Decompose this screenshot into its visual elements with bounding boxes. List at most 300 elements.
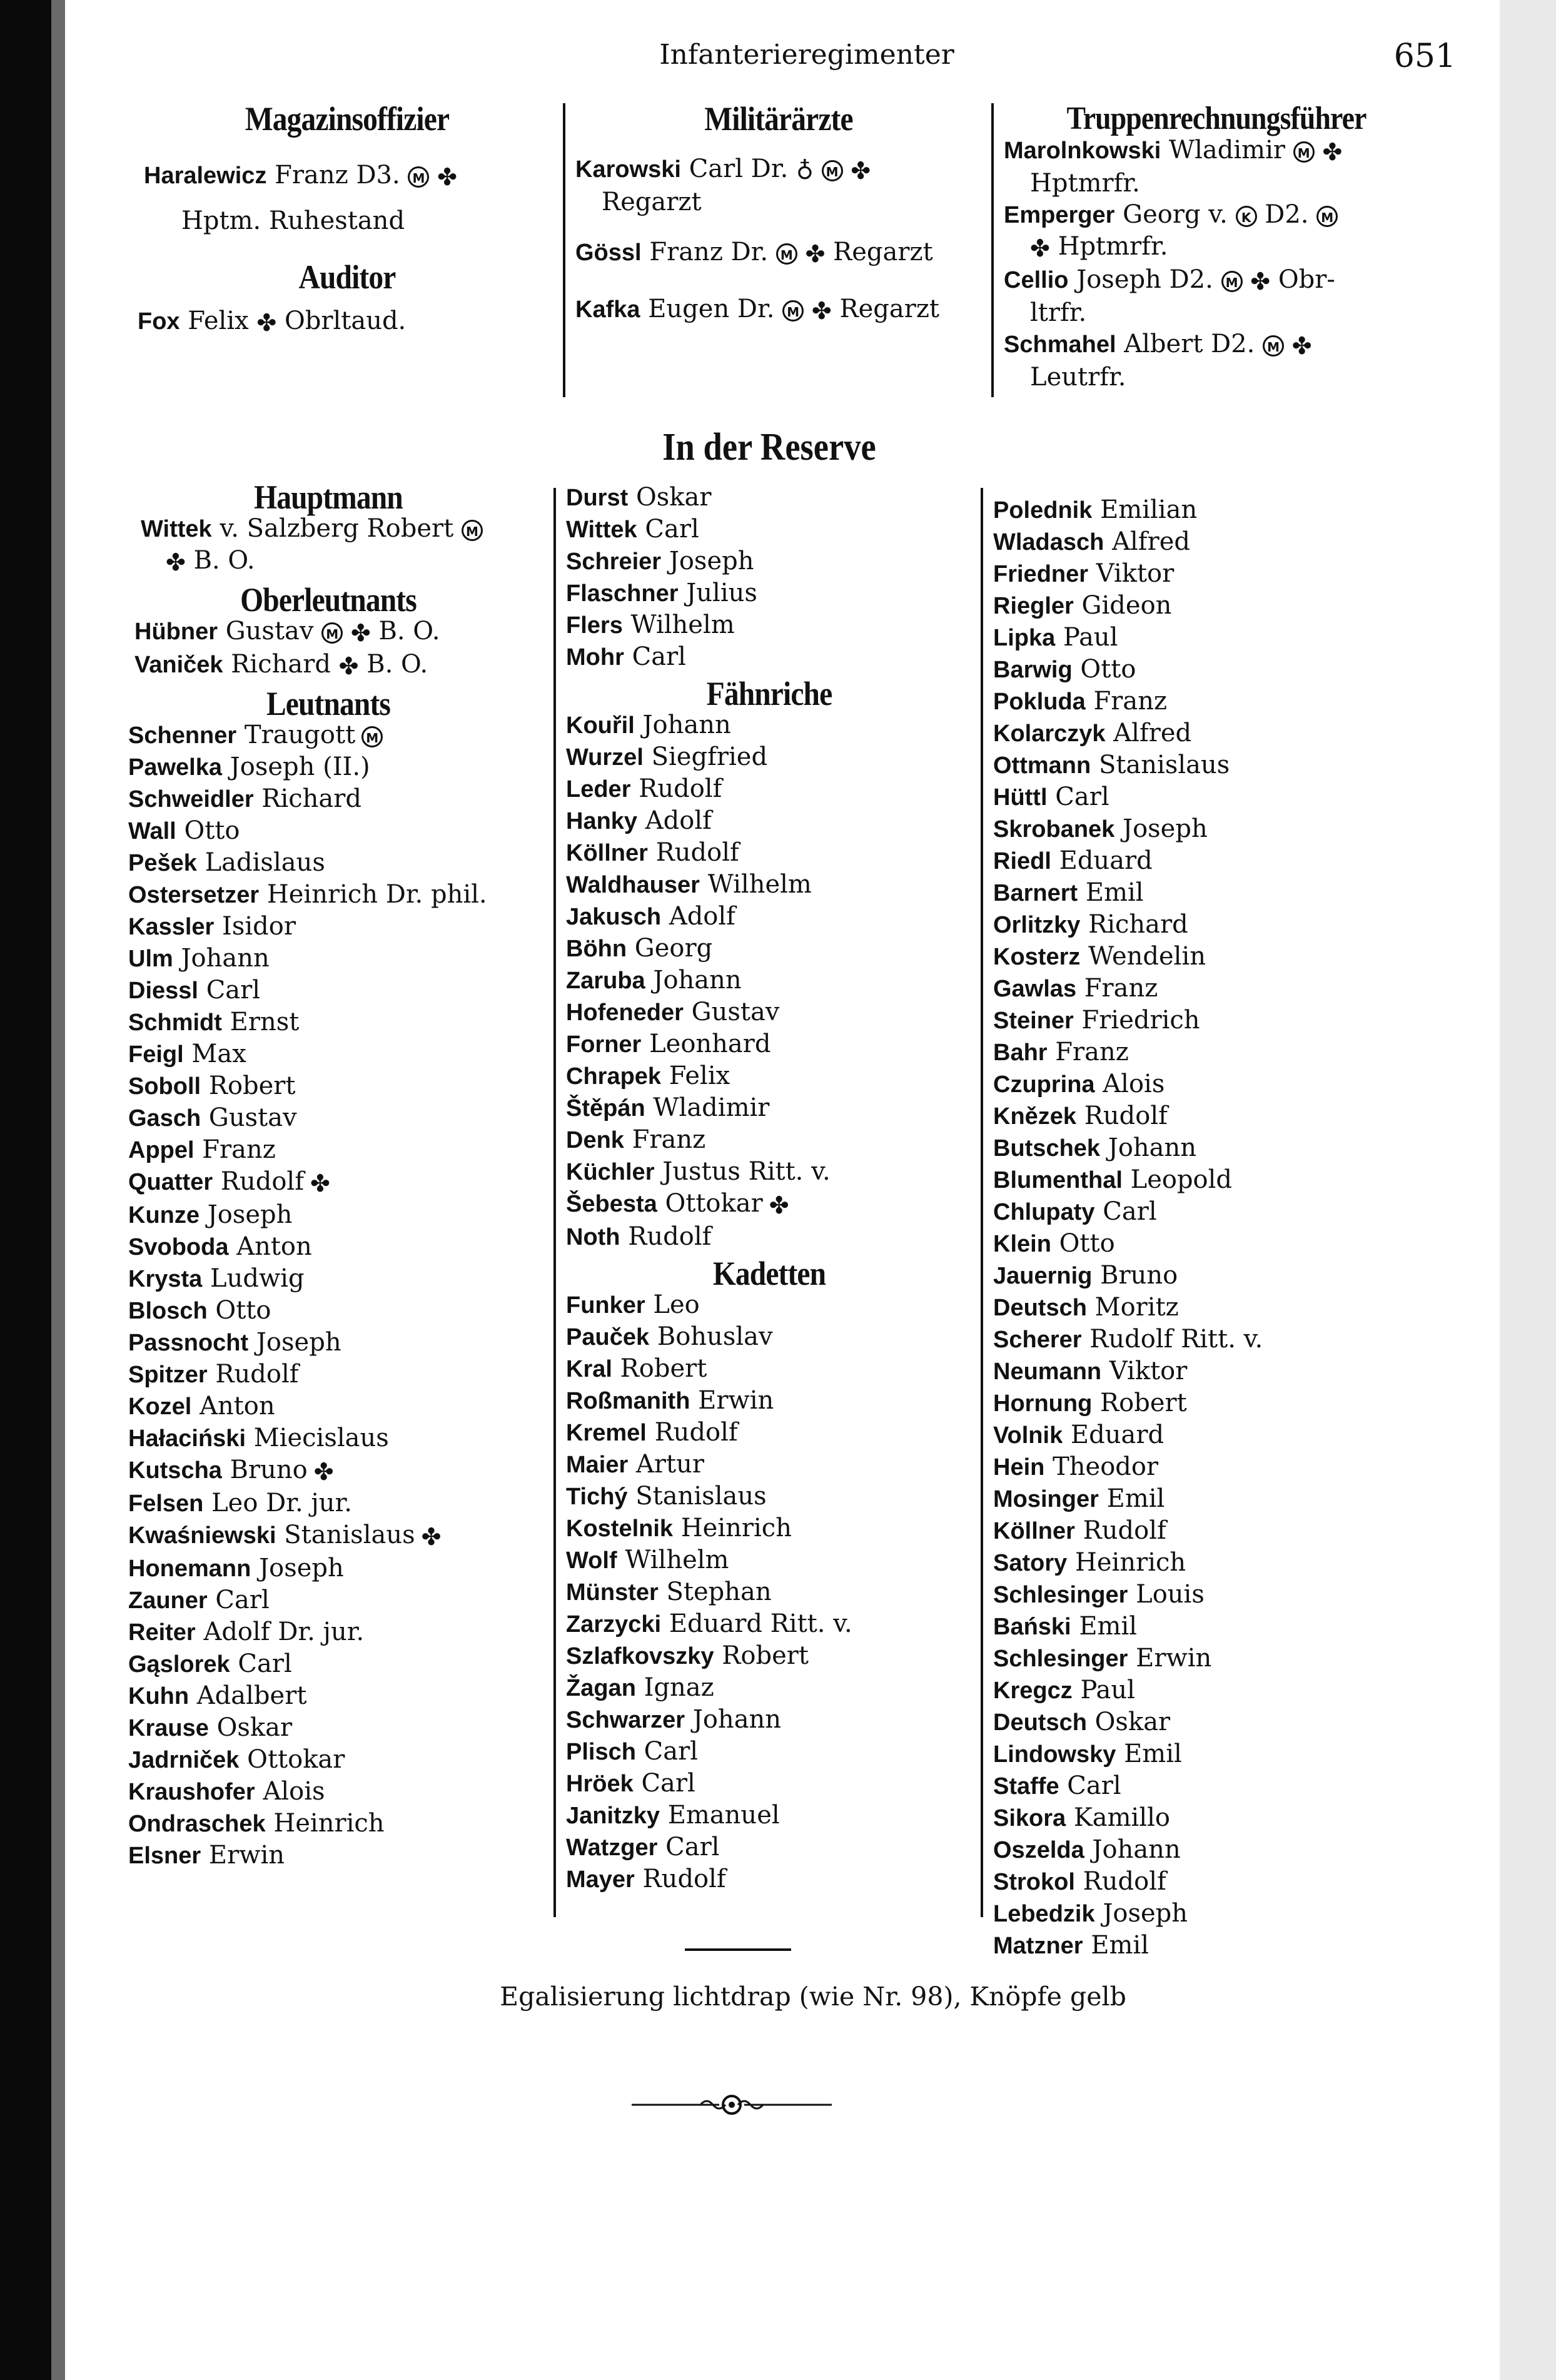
list-item [128, 1840, 547, 1871]
surname: Appel [128, 1137, 194, 1163]
surname: Wittek [141, 516, 212, 542]
reserve-column-3 [993, 494, 1431, 1962]
list-item [128, 1263, 547, 1295]
list-item [566, 996, 972, 1028]
surname: Szlafkovszky [566, 1643, 714, 1669]
surname: Kosterz [993, 944, 1081, 970]
given-name: Emil [1085, 878, 1144, 907]
list-item [566, 773, 972, 805]
surname: Gössl [575, 240, 642, 266]
list-item [566, 1449, 972, 1481]
given: Carl Dr. [689, 154, 789, 183]
surname: Jauernig [993, 1263, 1093, 1289]
given-name: Bruno [1100, 1261, 1178, 1290]
list-item [993, 1834, 1431, 1866]
heading-leutnants: Leutnants [266, 685, 391, 722]
cross-icon: ✤ [166, 549, 186, 576]
surname: Münster [566, 1579, 659, 1606]
list-item [993, 1674, 1431, 1706]
cross-icon: ✤ [350, 619, 371, 647]
given: Felix [188, 306, 249, 335]
list-item [566, 1092, 972, 1124]
list-item [566, 837, 972, 869]
entry-cont [1004, 231, 1429, 264]
surname: Deutsch [993, 1295, 1087, 1321]
given-name: Leonhard [649, 1030, 771, 1058]
surname: Köllner [993, 1518, 1075, 1544]
list-item [566, 514, 972, 545]
surname: Lipka [993, 625, 1056, 651]
surname: Leder [566, 776, 631, 803]
cross-icon: ✤ [310, 1170, 330, 1197]
list-item [128, 911, 547, 943]
cross-icon: ✤ [769, 1192, 789, 1219]
column-rule-2 [981, 488, 983, 1917]
list-item [993, 1579, 1431, 1611]
surname: Böhn [566, 936, 627, 962]
footer-note: Egalisierung lichtdrap (wie Nr. 98), Knöpfe gelb [500, 1982, 1126, 2012]
list-item [566, 577, 972, 609]
decoration: D2. [1265, 200, 1309, 229]
given-name: Carl [206, 976, 261, 1005]
list-item [128, 1552, 547, 1584]
list-item [993, 622, 1431, 654]
surname: Blosch [128, 1298, 208, 1324]
given-name: Carl [215, 1586, 270, 1614]
surname: Kafka [575, 296, 640, 323]
surname: Krysta [128, 1266, 203, 1292]
given-name: Rudolf [1083, 1516, 1166, 1545]
rank: Regarzt [839, 295, 939, 323]
list-item [566, 1576, 972, 1608]
given: Gustav [225, 617, 314, 646]
kadetten-list [566, 1289, 972, 1895]
given-name: Gustav [691, 998, 780, 1026]
given-name: Louis [1136, 1580, 1205, 1609]
surname: Blumenthal [993, 1167, 1123, 1193]
list-item [993, 1292, 1431, 1324]
cross-icon: ✤ [313, 1458, 334, 1486]
medal-m-icon: M [822, 160, 843, 181]
given-name: Johann [181, 944, 270, 973]
surname: Jadrniček [128, 1747, 240, 1773]
surname: Hröek [566, 1771, 634, 1797]
given-name: Wendelin [1088, 942, 1206, 971]
list-item [993, 1196, 1431, 1228]
given-name: Robert [1100, 1389, 1187, 1417]
list-item [128, 943, 547, 975]
given-name: Adolf Dr. jur. [203, 1618, 365, 1646]
surname: Hornung [993, 1390, 1093, 1417]
given-name: Franz [202, 1135, 276, 1164]
list-item [566, 1640, 972, 1672]
given-name: Franz [632, 1125, 706, 1154]
list-item [566, 901, 972, 933]
suffix: B. O. [378, 617, 440, 646]
given-name: Johann [1108, 1133, 1197, 1162]
heading-magazinsoffizier: Magazinsoffizier [245, 100, 450, 138]
column-rule-1 [553, 488, 556, 1917]
given-name: Adolf [645, 806, 712, 835]
list-item [128, 1808, 547, 1840]
given-name: Adalbert [196, 1681, 307, 1710]
entry-cont [109, 545, 547, 578]
given-name: Alois [263, 1777, 325, 1806]
given-name: Ernst [230, 1008, 300, 1036]
given-name: Rudolf [1084, 1101, 1168, 1130]
given-name: Stanislaus [1098, 751, 1230, 779]
surname: Kremel [566, 1420, 647, 1446]
cross-icon: ✤ [437, 163, 457, 191]
names-list [993, 494, 1431, 1962]
list-item [993, 1802, 1431, 1834]
page-edge-shadow [51, 0, 65, 2380]
given-name: Anton [236, 1232, 312, 1261]
surname: Flers [566, 612, 623, 639]
list-item [993, 1898, 1431, 1930]
surname: Watzger [566, 1835, 658, 1861]
list-item [993, 1355, 1431, 1387]
given-name: Emilian [1100, 495, 1198, 524]
surname: Kunze [128, 1202, 200, 1228]
surname: Kraushofer [128, 1779, 255, 1805]
surname: Scherer [993, 1327, 1082, 1353]
list-item [993, 845, 1431, 877]
given-name: Emil [1079, 1612, 1138, 1641]
heading-auditor: Auditor [298, 258, 396, 296]
surname: Kral [566, 1356, 612, 1382]
surname: Steiner [993, 1008, 1074, 1034]
given-name: Kamillo [1073, 1803, 1171, 1832]
list-item [566, 1289, 972, 1321]
surname: Friedner [993, 561, 1089, 587]
given-name: Joseph [207, 1200, 293, 1229]
surname: Hanky [566, 808, 638, 834]
entry-vanicek [134, 649, 547, 682]
surname: Butschek [993, 1135, 1101, 1162]
surname: Schlesinger [993, 1582, 1128, 1608]
list-item [128, 847, 547, 879]
given-name: Oskar [635, 483, 712, 512]
given-name: Gustav [208, 1103, 297, 1132]
given-name: Emanuel [667, 1801, 780, 1830]
surname: Kwaśniewski [128, 1522, 276, 1549]
list-item [993, 1228, 1431, 1260]
given-name: Richard [261, 784, 362, 813]
list-item [993, 1515, 1431, 1547]
given-name: Erwin [698, 1386, 774, 1415]
surname: Zaruba [566, 968, 645, 994]
surname: Svoboda [128, 1234, 229, 1260]
heading-kadetten: Kadetten [712, 1255, 826, 1292]
list-item [128, 1231, 547, 1263]
given-name: Joseph [669, 547, 754, 575]
list-item [993, 654, 1431, 686]
surname: Bahr [993, 1040, 1048, 1066]
list-item [566, 709, 972, 741]
given-name: Franz [1055, 1038, 1129, 1066]
given-name: Alfred [1112, 527, 1190, 556]
surname: Strokol [993, 1869, 1075, 1895]
names-list [566, 482, 972, 673]
surname: Hüttl [993, 784, 1048, 811]
given-name: Leopold [1130, 1165, 1233, 1194]
medal-k-icon: K [1236, 206, 1257, 227]
surname: Funker [566, 1292, 645, 1319]
given-name: Johann [642, 711, 731, 739]
given-name: Carl [1103, 1197, 1157, 1226]
given-name: Johann [692, 1705, 782, 1734]
given-name: Erwin [1136, 1644, 1212, 1673]
surname: Lindowsky [993, 1741, 1116, 1768]
cross-icon: ✤ [1322, 138, 1343, 166]
list-item [566, 1736, 972, 1768]
surname: Schwarzer [566, 1707, 685, 1733]
surname: Kutscha [128, 1457, 222, 1484]
list-item [566, 1060, 972, 1092]
page-edge-right [1500, 0, 1556, 2380]
given-name: Rudolf [639, 774, 722, 803]
list-item [993, 941, 1431, 973]
faehnriche-list [566, 709, 972, 1253]
surname: Schlesinger [993, 1646, 1128, 1672]
leutnants-list [128, 719, 547, 1871]
medal-m-icon: M [408, 166, 429, 188]
surname: Schreier [566, 549, 662, 575]
given-name: Heinrich [1075, 1548, 1186, 1577]
heading-truppenrechnungsfuehrer: Truppenrechnungsführer [1066, 101, 1367, 136]
rank: Hptmrfr. [1058, 232, 1168, 261]
surname: Staffe [993, 1773, 1059, 1800]
given-name: Johann [1092, 1835, 1181, 1864]
surname: Denk [566, 1127, 624, 1153]
given-name: Eduard [1070, 1420, 1164, 1449]
surname: Karowski [575, 156, 681, 183]
list-item [566, 1028, 972, 1060]
list-item [566, 869, 972, 901]
list-item [128, 1359, 547, 1390]
surname: Šebesta [566, 1191, 657, 1217]
surname: Hałaciński [128, 1425, 246, 1452]
list-item [993, 1260, 1431, 1292]
given-name: Otto [184, 816, 240, 845]
entry-cont: Hptmrfr. [1030, 169, 1140, 198]
column-rule-top-2 [991, 103, 994, 397]
list-item [993, 909, 1431, 941]
given-name: Artur [636, 1450, 704, 1479]
surname: Emperger [1004, 202, 1115, 228]
surname: Haralewicz [144, 163, 267, 189]
list-item [993, 1866, 1431, 1898]
given-name: Eduard [1059, 846, 1153, 875]
medal-m-icon: M [361, 726, 383, 747]
surname: Mosinger [993, 1486, 1099, 1512]
list-item [128, 1006, 547, 1038]
list-item [993, 1068, 1431, 1100]
surname: Kassler [128, 914, 215, 940]
list-item [566, 933, 972, 965]
list-item [128, 1102, 547, 1134]
entry-emperger [1004, 199, 1429, 231]
reserve-column-1 [109, 479, 547, 1871]
given-name: Franz [1084, 974, 1158, 1003]
list-item [993, 1611, 1431, 1643]
given-name: Gideon [1081, 591, 1172, 620]
given: Wladimir [1169, 136, 1286, 165]
given-name: Joseph (II.) [230, 752, 370, 781]
surname: Kolarczyk [993, 721, 1106, 747]
given-name: Viktor [1109, 1357, 1188, 1385]
given-name: Ottokar [247, 1745, 345, 1774]
list-item [128, 1712, 547, 1744]
given: Franz Dr. [649, 238, 769, 266]
rank: Regarzt [833, 238, 933, 266]
list-item [566, 1544, 972, 1576]
list-item [566, 1768, 972, 1800]
list-item [566, 641, 972, 673]
list-item [128, 1454, 547, 1487]
surname: Hein [993, 1454, 1045, 1481]
list-item [993, 1036, 1431, 1068]
list-item [566, 1512, 972, 1544]
page-number: 651 [1393, 38, 1456, 75]
list-item [566, 1481, 972, 1512]
medal-m-icon: M [782, 300, 804, 322]
surname: Hübner [134, 619, 218, 645]
given-name: Robert [208, 1071, 296, 1100]
list-item [566, 965, 972, 996]
surname: Gawlas [993, 976, 1077, 1002]
magazin-section [138, 100, 550, 338]
list-item [128, 1616, 547, 1648]
given-name: Ignaz [644, 1673, 714, 1702]
heading-hauptmann: Hauptmann [254, 479, 403, 516]
given-name: Bruno [230, 1456, 308, 1484]
surname: Diessl [128, 978, 198, 1004]
given-name: Heinrich [680, 1514, 792, 1542]
given-name: Eduard Ritt. v. [669, 1609, 852, 1638]
surname: Plisch [566, 1739, 636, 1765]
surname: Chlupaty [993, 1199, 1095, 1225]
ring-icon: ♁ [796, 157, 814, 185]
list-item [993, 717, 1431, 749]
suffix: B. O. [193, 546, 255, 575]
list-item [566, 1800, 972, 1831]
list-item [993, 813, 1431, 845]
given: Richard [231, 650, 331, 679]
list-item [993, 1419, 1431, 1451]
surname: Deutsch [993, 1709, 1087, 1736]
column-rule-top-1 [563, 103, 565, 397]
given-name: Carl [238, 1649, 292, 1678]
list-item [993, 1643, 1431, 1674]
list-item [566, 805, 972, 837]
given-name: Heinrich Dr. phil. [266, 880, 487, 909]
given-name: Moritz [1094, 1293, 1179, 1322]
reserve-column-2 [566, 482, 972, 1895]
given-name: Justus Ritt. v. [662, 1157, 831, 1186]
rank: Obr- [1278, 265, 1335, 294]
list-item [993, 590, 1431, 622]
surname: Skrobanek [993, 816, 1115, 843]
entry-fox [138, 305, 550, 338]
surname: Durst [566, 485, 629, 511]
given-name: Rudolf [628, 1222, 712, 1251]
list-item [993, 1451, 1431, 1483]
list-item [128, 1070, 547, 1102]
given-name: Stanislaus [284, 1521, 415, 1549]
surname: Mayer [566, 1866, 635, 1893]
given-name: Paul [1063, 623, 1118, 652]
given-name: Joseph [1103, 1899, 1188, 1928]
surname: Janitzky [566, 1803, 660, 1829]
given-name: Ottokar [665, 1189, 763, 1218]
given-name: Carl [665, 1833, 720, 1861]
list-item [993, 1387, 1431, 1419]
list-item [566, 545, 972, 577]
list-item [128, 1744, 547, 1776]
entry-cont: Hptm. Ruhestand [181, 206, 405, 235]
entry-schmahel [1004, 328, 1429, 362]
entry-cont: Regarzt [602, 188, 702, 216]
list-item [128, 783, 547, 815]
list-item [993, 973, 1431, 1005]
list-item [566, 741, 972, 773]
given-name: Max [191, 1040, 246, 1068]
surname: Spitzer [128, 1362, 208, 1388]
cross-icon: ✤ [851, 157, 871, 185]
given-name: Johann [653, 966, 742, 995]
list-item [993, 1164, 1431, 1196]
given-name: Traugott [244, 721, 356, 749]
ornament-icon [625, 2089, 838, 2120]
surname: Jakusch [566, 904, 662, 930]
given-name: Joseph [256, 1328, 341, 1357]
list-item [566, 1353, 972, 1385]
given-name: Rudolf Ritt. v. [1089, 1325, 1263, 1354]
entry-goessl [575, 236, 982, 270]
list-item [566, 1608, 972, 1640]
list-item [993, 1483, 1431, 1515]
entry-kafka [575, 293, 982, 327]
cross-icon: ✤ [1030, 235, 1050, 262]
surname: Ostersetzer [128, 882, 260, 908]
list-item [128, 1422, 547, 1454]
surname: Forner [566, 1031, 642, 1058]
given-name: Stanislaus [635, 1482, 767, 1511]
surname: Ottmann [993, 752, 1091, 779]
list-item [566, 1156, 972, 1188]
aerzte-section [575, 100, 982, 327]
given-name: Carl [641, 1769, 695, 1798]
given-name: Emil [1091, 1931, 1149, 1960]
given-name: Rudolf [642, 1865, 726, 1893]
surname: Orlitzky [993, 912, 1081, 938]
medal-m-icon: M [776, 243, 797, 265]
list-item [128, 1327, 547, 1359]
surname: Lebedzik [993, 1901, 1095, 1927]
given: Joseph D2. [1076, 265, 1213, 294]
given: Eugen Dr. [648, 295, 775, 323]
list-item [566, 1863, 972, 1895]
entry-cont: ltrfr. [1030, 298, 1087, 327]
given: Georg v. [1123, 200, 1228, 229]
surname: Oszelda [993, 1837, 1084, 1863]
surname: Knězek [993, 1103, 1077, 1130]
suffix: B. O. [366, 650, 428, 679]
medal-m-icon: M [321, 622, 343, 644]
list-item [993, 877, 1431, 909]
